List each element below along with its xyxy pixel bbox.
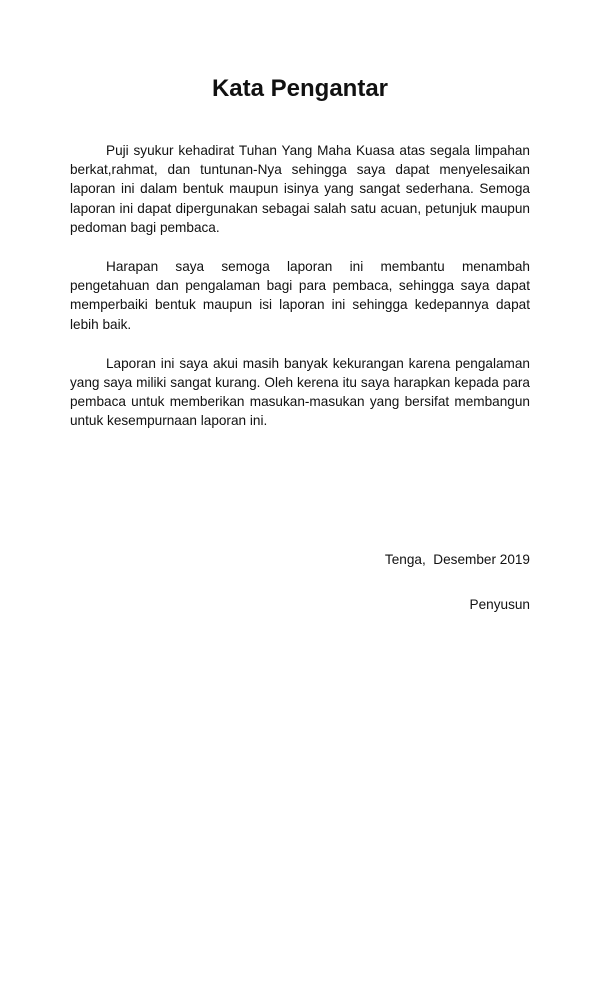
paragraph-1: Puji syukur kehadirat Tuhan Yang Maha Kuasa atas segala limpahan berkat,rahmat, dan tuntunan-Nya sehingga saya dapat menyelesaikan laporan ini dalam bentuk maupun isinya yang sangat sederhana. Semoga laporan ini dapat dipergunakan sebagai salah satu acuan, petunjuk maupun pedoman bagi pembaca. <box>70 143 530 235</box>
paragraph-2: Harapan saya semoga laporan ini membantu menambah pengetahuan dan pengalaman bagi para pembaca, sehingga saya dapat memperbaiki bentuk maupun isi laporan ini sehingga kedepannya dapat lebih baik. <box>70 259 530 332</box>
page-title: Kata Pengantar <box>211 75 389 102</box>
paragraph-3: Laporan ini saya akui masih banyak kekurangan karena pengalaman yang saya miliki sangat kurang. Oleh kerena itu saya harapkan kepada para pembaca untuk memberikan masukan-masukan yang bersifat membangun untuk kesempurnaan laporan ini. <box>70 355 530 429</box>
place-date: Tenga, Desember 2019 <box>384 552 530 567</box>
signer-label: Penyusun <box>469 597 530 612</box>
body-text <box>70 141 530 451</box>
